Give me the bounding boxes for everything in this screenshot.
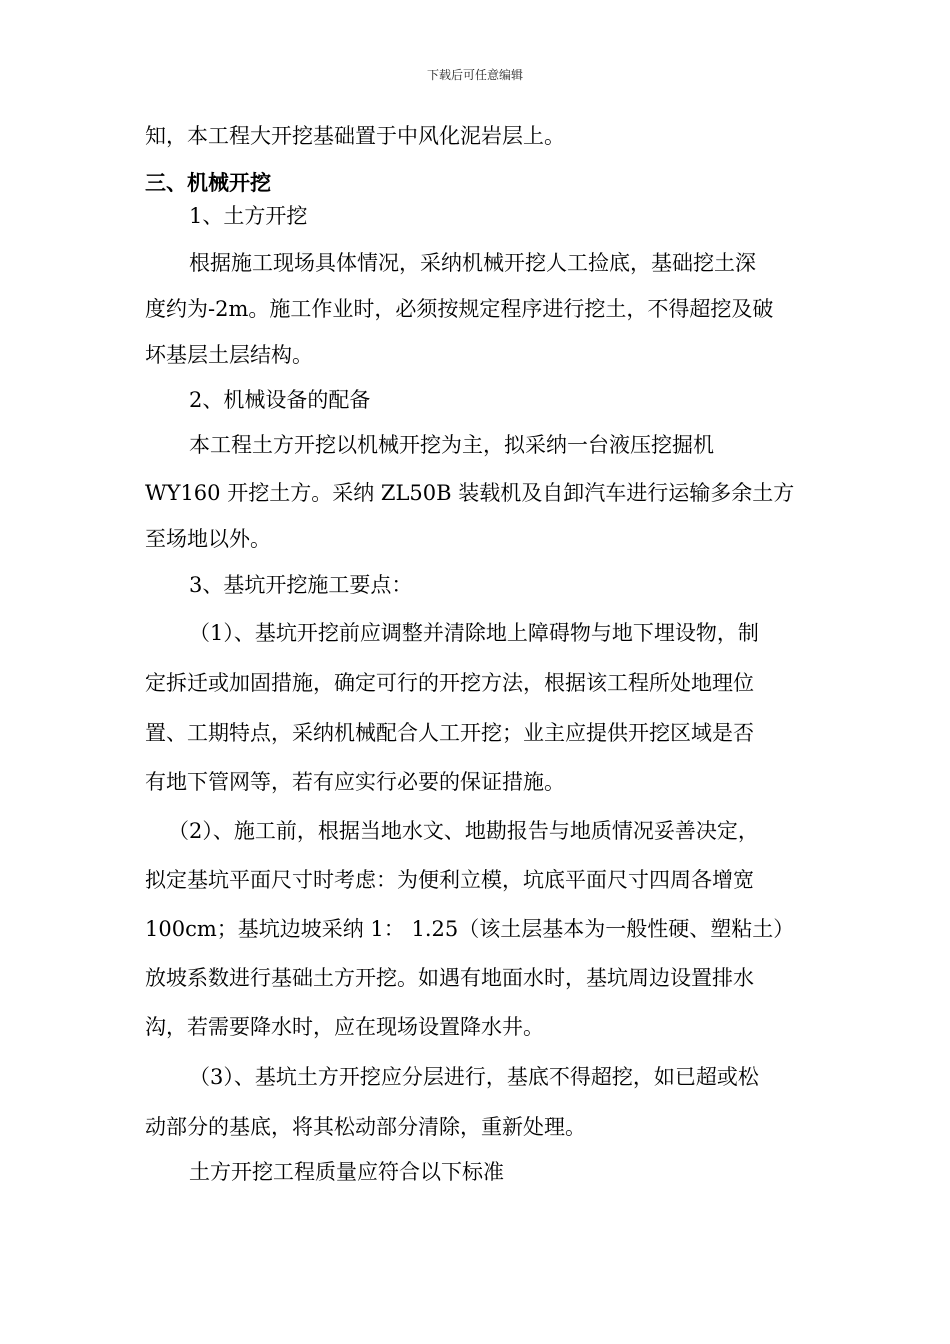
paragraph-line: 根据施工现场具体情况，采纳机械开挖人工捡底，基础挖土深 [189,251,756,275]
paragraph-line: 至场地以外。 [145,527,271,551]
paragraph-line: （2）、施工前，根据当地水文、地勘报告与地质情况妥善决定， [168,819,759,843]
paragraph-line: 拟定基坑平面尺寸时考虑：为便利立模，坑底平面尺寸四周各增宽 [145,868,754,892]
paragraph-line: 有地下管网等，若有应实行必要的保证措施。 [145,770,565,794]
paragraph-line: 定拆迁或加固措施，确定可行的开挖方法，根据该工程所处地理位 [145,671,754,695]
paragraph-line: 放坡系数进行基础土方开挖。如遇有地面水时，基坑周边设置排水 [145,966,754,990]
paragraph-line: WY160 开挖土方。采纳 ZL50B 装载机及自卸汽车进行运输多余土方 [145,481,795,505]
paragraph-line: 度约为-2m。施工作业时，必须按规定程序进行挖土，不得超挖及破 [145,297,774,321]
paragraph-line: （3）、基坑土方开挖应分层进行，基底不得超挖，如已超或松 [189,1065,759,1089]
paragraph-line: （1）、基坑开挖前应调整并清除地上障碍物与地下埋设物，制 [189,621,759,645]
page-header: 下载后可任意编辑 [426,68,523,82]
paragraph-line: 知，本工程大开挖基础置于中风化泥岩层上。 [145,124,565,148]
section-heading: 三、机械开挖 [145,170,271,195]
paragraph-line: 沟，若需要降水时，应在现场设置降水井。 [145,1015,544,1039]
subsection-heading: 2、机械设备的配备 [189,388,371,412]
subsection-heading: 3、基坑开挖施工要点： [189,573,413,597]
paragraph-line: 100cm；基坑边坡采纳 1： 1.25（该土层基本为一般性硬、塑粘土） [145,917,795,941]
subsection-heading: 1、土方开挖 [189,204,308,228]
paragraph-line: 坏基层土层结构。 [145,343,313,367]
paragraph-line: 动部分的基底，将其松动部分清除，重新处理。 [145,1115,586,1139]
paragraph-line: 置、工期特点，采纳机械配合人工开挖；业主应提供开挖区域是否 [145,721,754,745]
paragraph-line: 土方开挖工程质量应符合以下标准 [189,1160,504,1184]
paragraph-line: 本工程土方开挖以机械开挖为主，拟采纳一台液压挖掘机 [189,433,714,457]
